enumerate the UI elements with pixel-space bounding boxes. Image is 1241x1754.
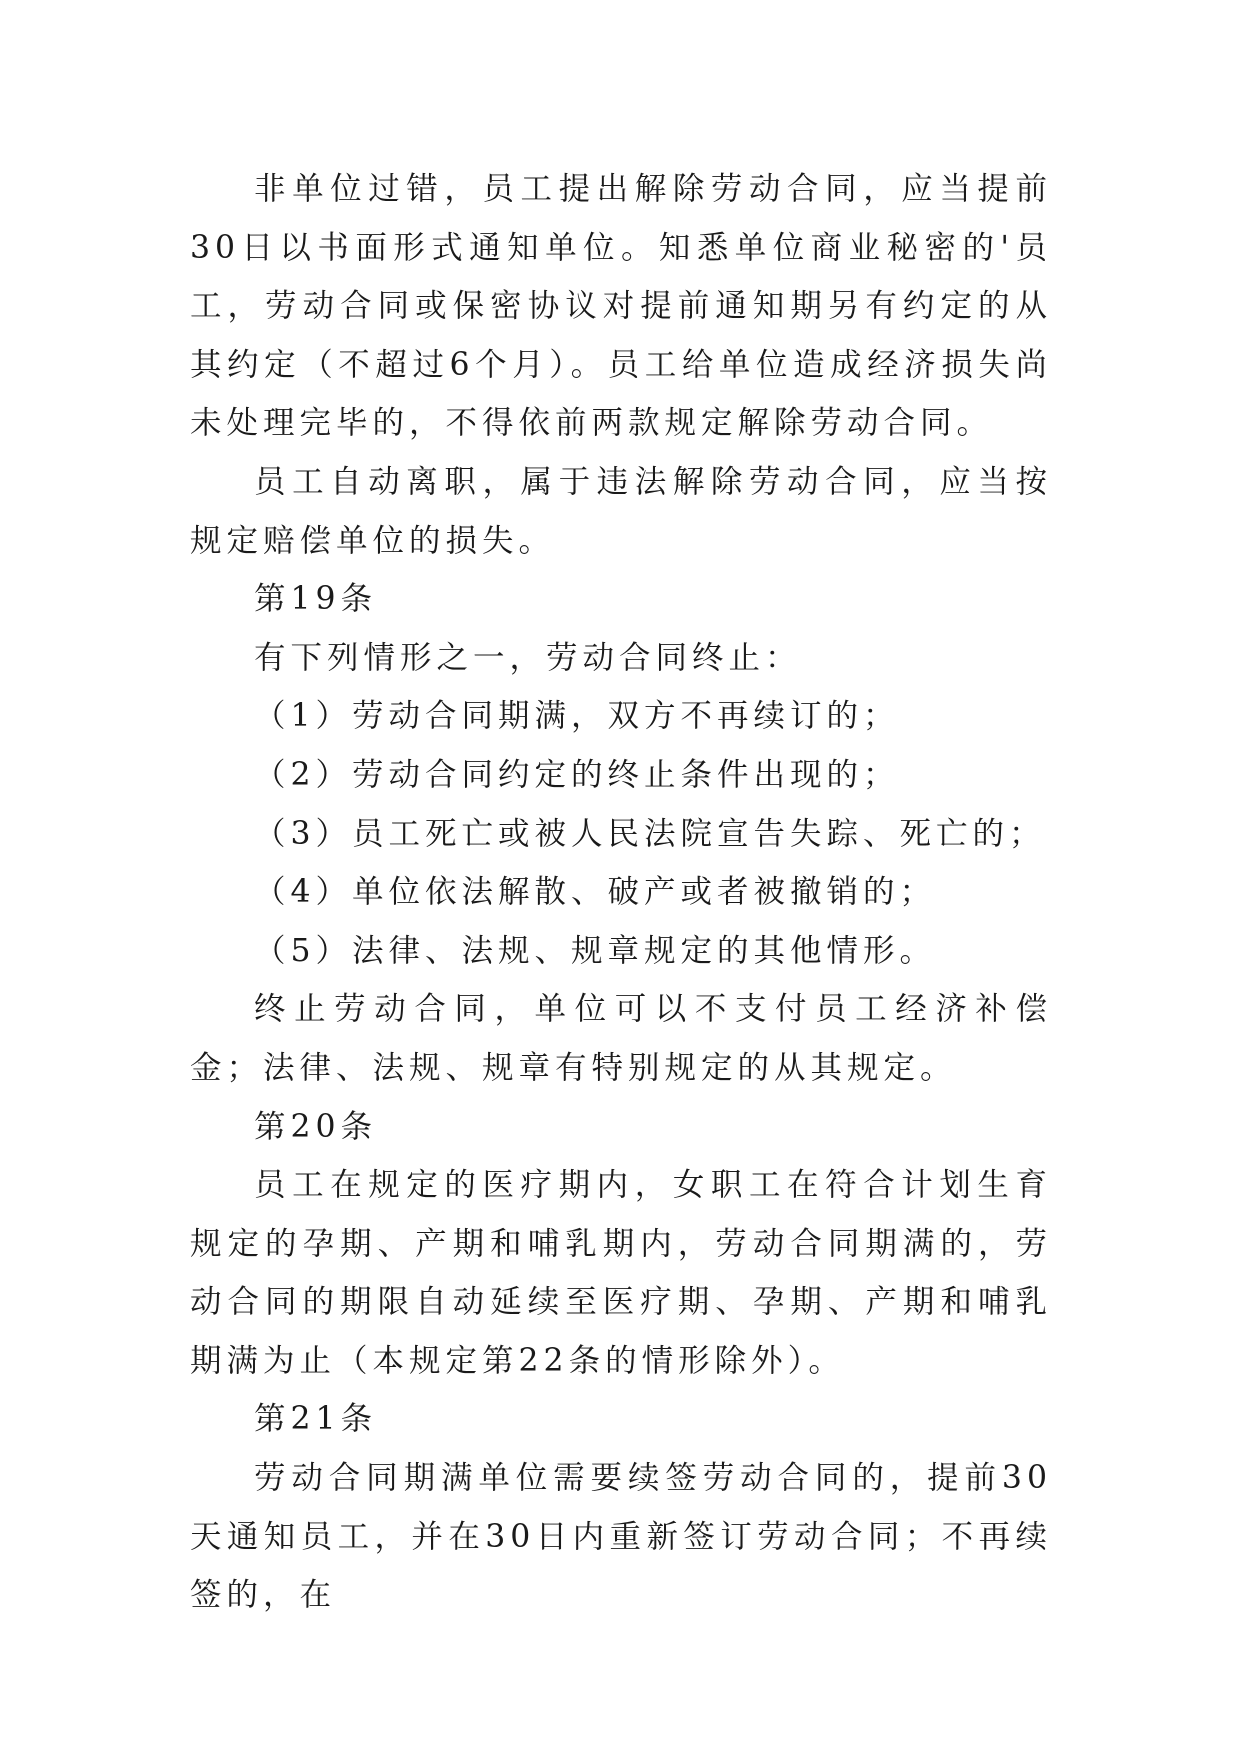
paragraph-termination-compensation: 终止劳动合同，单位可以不支付员工经济补偿金；法律、法规、规章有特别规定的从其规定。 bbox=[190, 991, 1052, 1086]
list-item: （2）劳动合同约定的终止条件出现的； bbox=[254, 756, 900, 793]
list-item: （5）法律、法规、规章规定的其他情形。 bbox=[254, 932, 937, 969]
article-heading-20: 第20条 bbox=[254, 1108, 378, 1145]
paragraph-voluntary-departure: 员工自动离职，属于违法解除劳动合同，应当按规定赔偿单位的损失。 bbox=[190, 463, 1052, 559]
list-item: （1）劳动合同期满，双方不再续订的； bbox=[254, 698, 900, 735]
paragraph-contract-renewal: 劳动合同期满单位需要续签劳动合同的，提前30天通知员工，并在30日内重新签订劳动合同；不再续签的，在 bbox=[190, 1460, 1052, 1614]
paragraph-contract-extension: 员工在规定的医疗期内，女职工在符合计划生育规定的孕期、产期和哺乳期内，劳动合同期满的，劳动合同的期限自动延续至医疗期、孕期、产期和哺乳期满为止（本规定第22条的情形除外）。 bbox=[190, 1167, 1052, 1379]
list-item: （4）单位依法解散、破产或者被撤销的； bbox=[254, 874, 937, 911]
paragraph-termination-intro: 有下列情形之一，劳动合同终止： bbox=[254, 639, 802, 676]
document-body bbox=[190, 160, 1052, 1625]
paragraph-resignation-notice: 非单位过错，员工提出解除劳动合同，应当提前30日以书面形式通知单位。知悉单位商业秘密的'员工，劳动合同或保密协议对提前通知期另有约定的从其约定（不超过6个月）。员工给单位造成经济损失尚未处理完毕的，不得依前两款规定解除劳动合同。 bbox=[190, 171, 1052, 442]
list-item: （3）员工死亡或被人民法院宣告失踪、死亡的； bbox=[254, 815, 1046, 852]
article-heading-21: 第21条 bbox=[254, 1401, 378, 1438]
article-heading-19: 第19条 bbox=[254, 581, 378, 618]
